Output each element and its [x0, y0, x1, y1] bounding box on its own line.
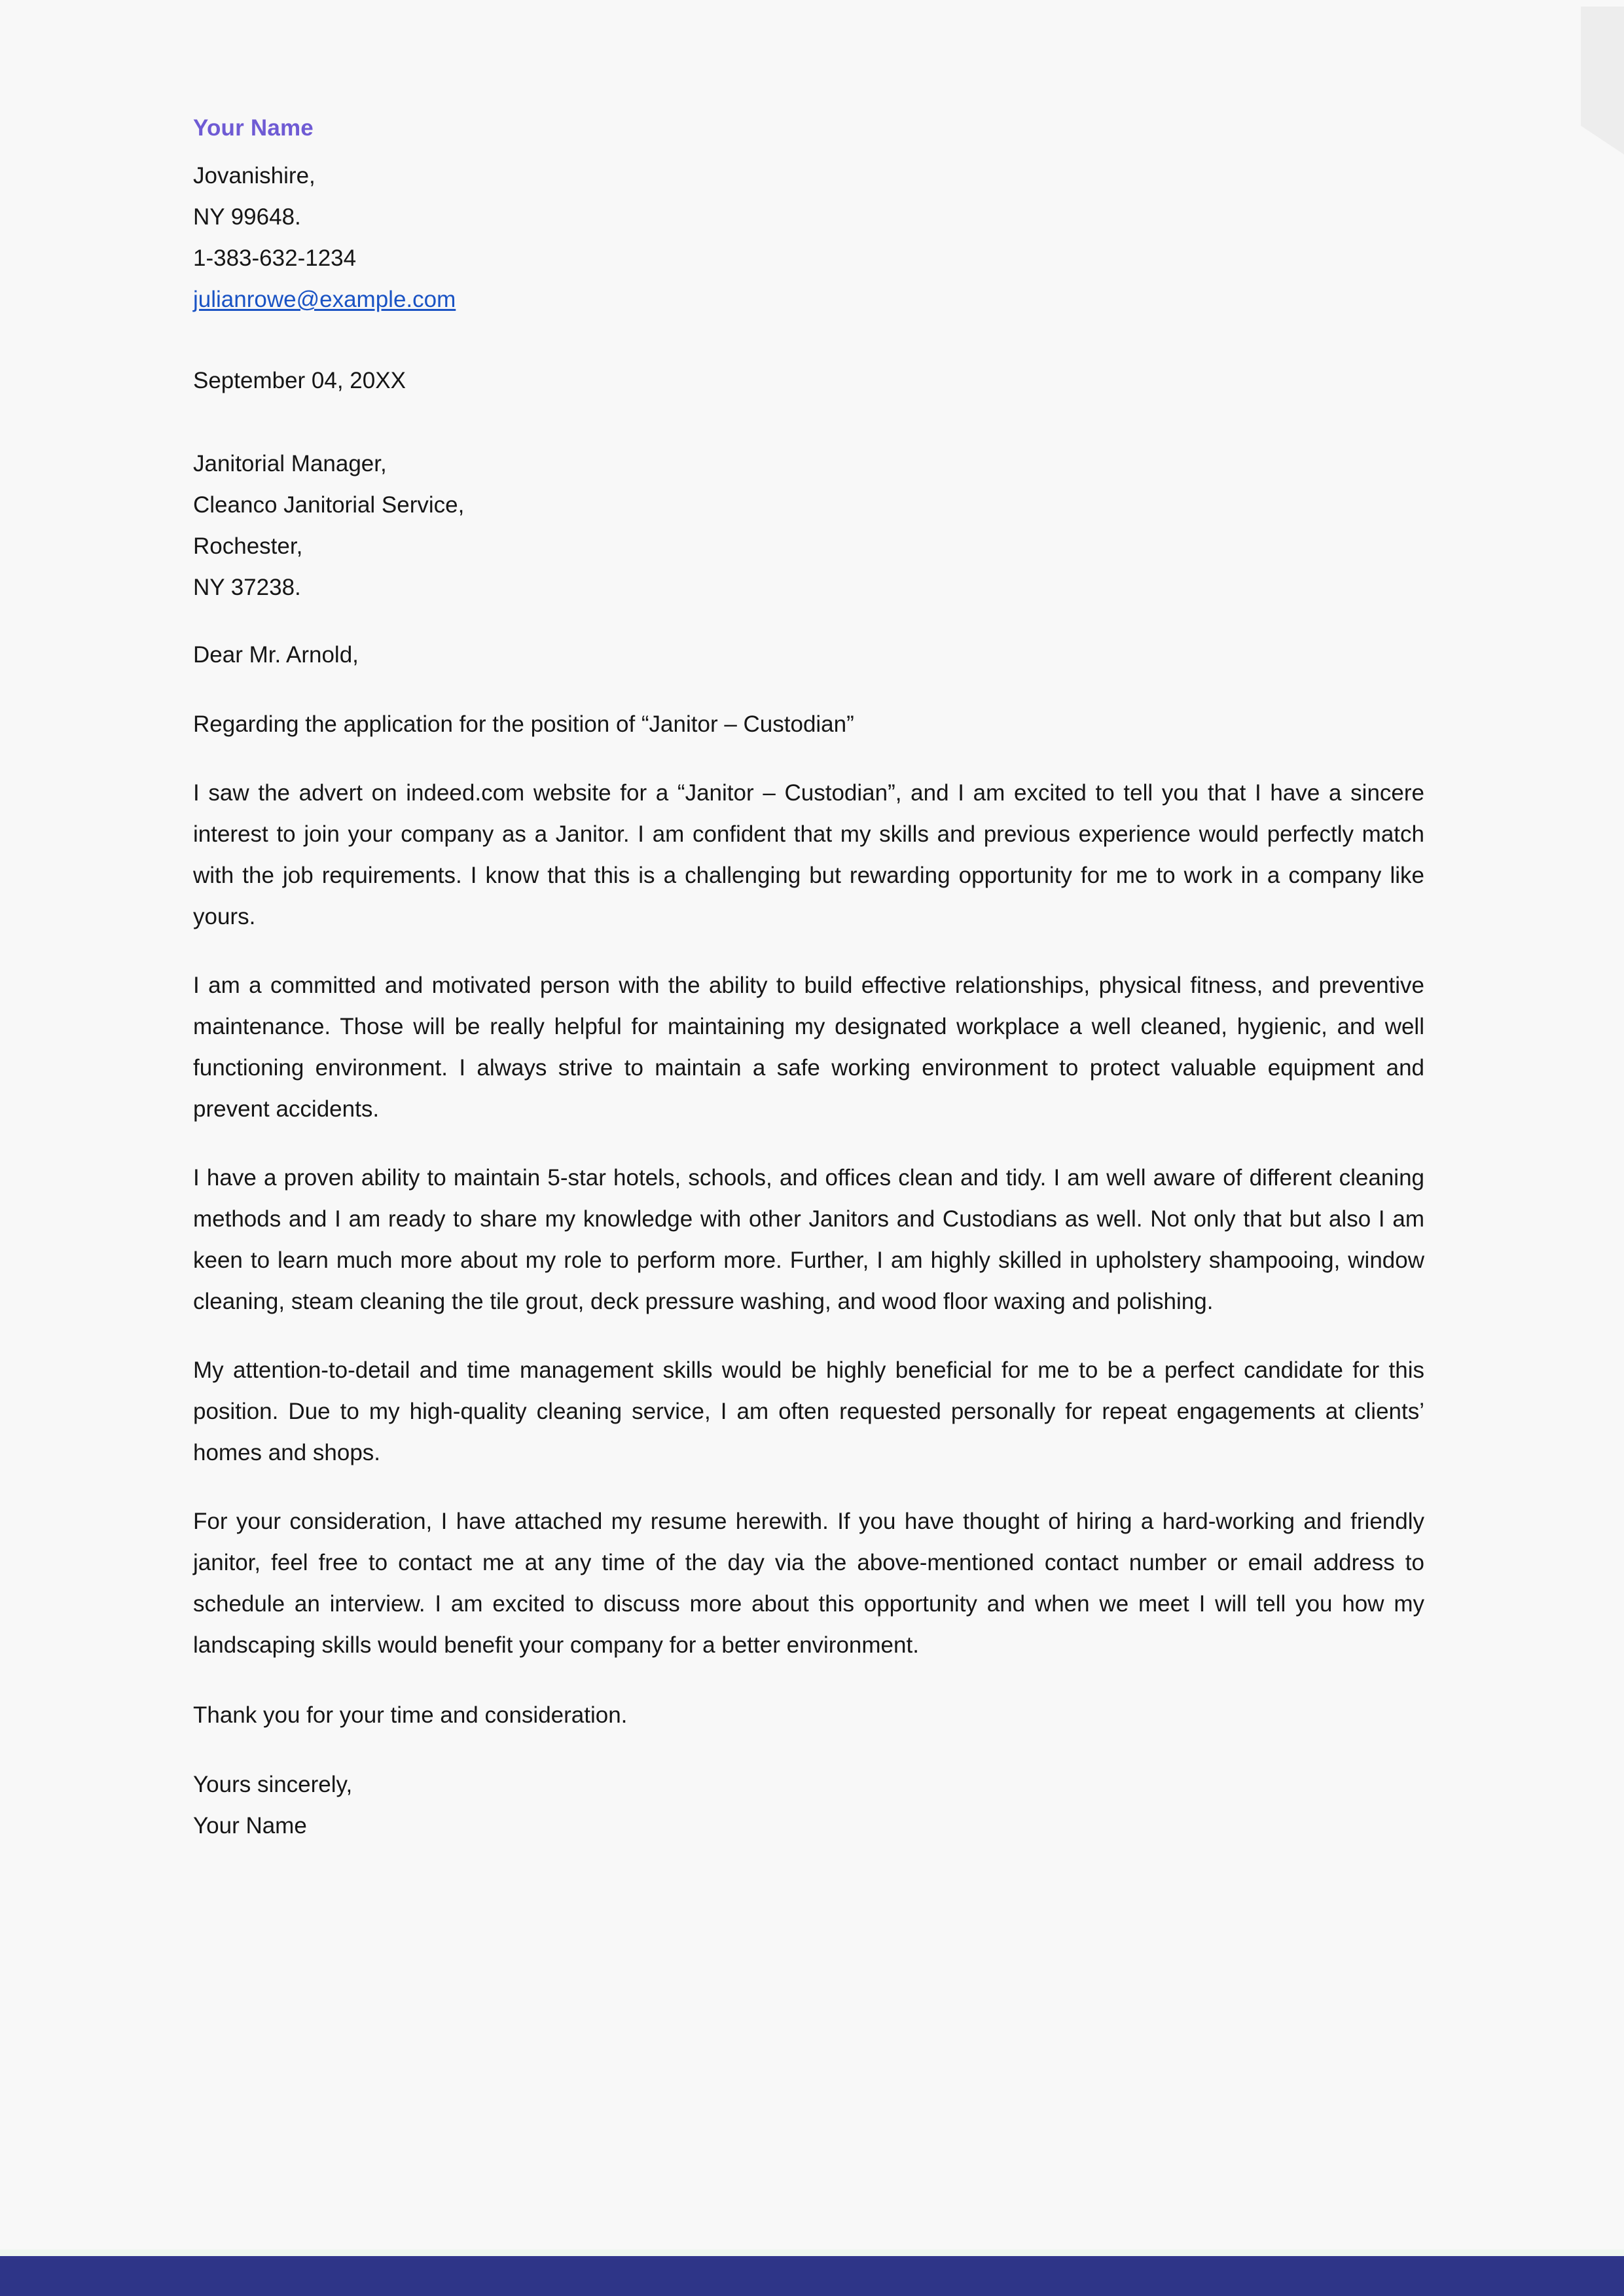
- sender-email-link[interactable]: [193, 279, 1424, 320]
- body-paragraph-1: I saw the advert on indeed.com website for a “Janitor – Custodian”, and I am excited to tell you that I have a sincere interest to join your company as a Janitor. I am confident that my skills and previous experience would perfectly match with the job requirements. I know that this is a challenging but rewarding opportunity for me to work in a company like yours.: [193, 780, 1424, 929]
- page-corner-fold-taper-decoration: [1581, 126, 1624, 154]
- signature-name: Your Name: [193, 1813, 307, 1839]
- bottom-accent-band: [0, 2259, 1624, 2296]
- body-paragraph-5: For your consideration, I have attached my resume herewith. If you have thought of hiring a hard-working and friendly janitor, feel free to contact me at any time of the day via the above-mentioned contact number or email address to schedule an interview. I am excited to discuss more about this opportunity and when we meet I will tell you how my landscaping skills would benefit your company for a better environment.: [193, 1509, 1424, 1658]
- sender-phone: 1-383-632-1234: [193, 245, 357, 271]
- signoff-block: [193, 1736, 1424, 1846]
- signoff-salutation: Yours sincerely,: [193, 1772, 353, 1797]
- closing-thanks: Thank you for your time and consideration.: [193, 1702, 628, 1728]
- letter-date: September 04, 20XX: [193, 368, 406, 393]
- body-paragraph-4: My attention-to-detail and time management skills would be highly beneficial for me to be a perfect candidate for this position. Due to my high-quality cleaning service, I am often requested personally for repeat engagements at clients’ homes and shops.: [193, 1357, 1424, 1465]
- page-corner-fold-decoration: [1581, 7, 1624, 126]
- sender-block: [193, 0, 1424, 320]
- body-paragraph-2: I am a committed and motivated person with the ability to build effective relationships, physical fitness, and preventive maintenance. Those will be really helpful for maintaining my designated workplace a well cleaned, hygienic, and well functioning environment. I always strive to maintain a safe working environment to protect valuable equipment and prevent accidents.: [193, 973, 1424, 1122]
- sender-email-text[interactable]: julianrowe@example.com: [193, 287, 456, 312]
- recipient-address-block: [193, 401, 1424, 608]
- body-paragraph-3: I have a proven ability to maintain 5-star hotels, schools, and offices clean and tidy. I am well aware of different cleaning methods and I am ready to share my knowledge with other Janitors and Custodians as well. Not only that but also I am keen to learn much more about my role to perform more. Further, I am highly skilled in upholstery shampooing, window cleaning, steam cleaning the tile grout, deck pressure washing, and wood floor waxing and polishing.: [193, 1165, 1424, 1314]
- salutation: Dear Mr. Arnold,: [193, 642, 359, 668]
- sender-state-zip: NY 99648.: [193, 204, 301, 230]
- bottom-band-glow-decoration: [0, 2250, 1624, 2256]
- sender-address-block: [193, 155, 1424, 320]
- sender-city: Jovanishire,: [193, 163, 316, 188]
- sender-name: Your Name: [193, 115, 314, 141]
- recipient-company: Cleanco Janitorial Service,: [193, 492, 465, 518]
- recipient-state-zip: NY 37238.: [193, 575, 301, 600]
- recipient-city: Rochester,: [193, 533, 303, 559]
- recipient-title: Janitorial Manager,: [193, 451, 387, 476]
- subject-line: Regarding the application for the position of “Janitor – Custodian”: [193, 711, 854, 737]
- letter-content: [193, 0, 1424, 1846]
